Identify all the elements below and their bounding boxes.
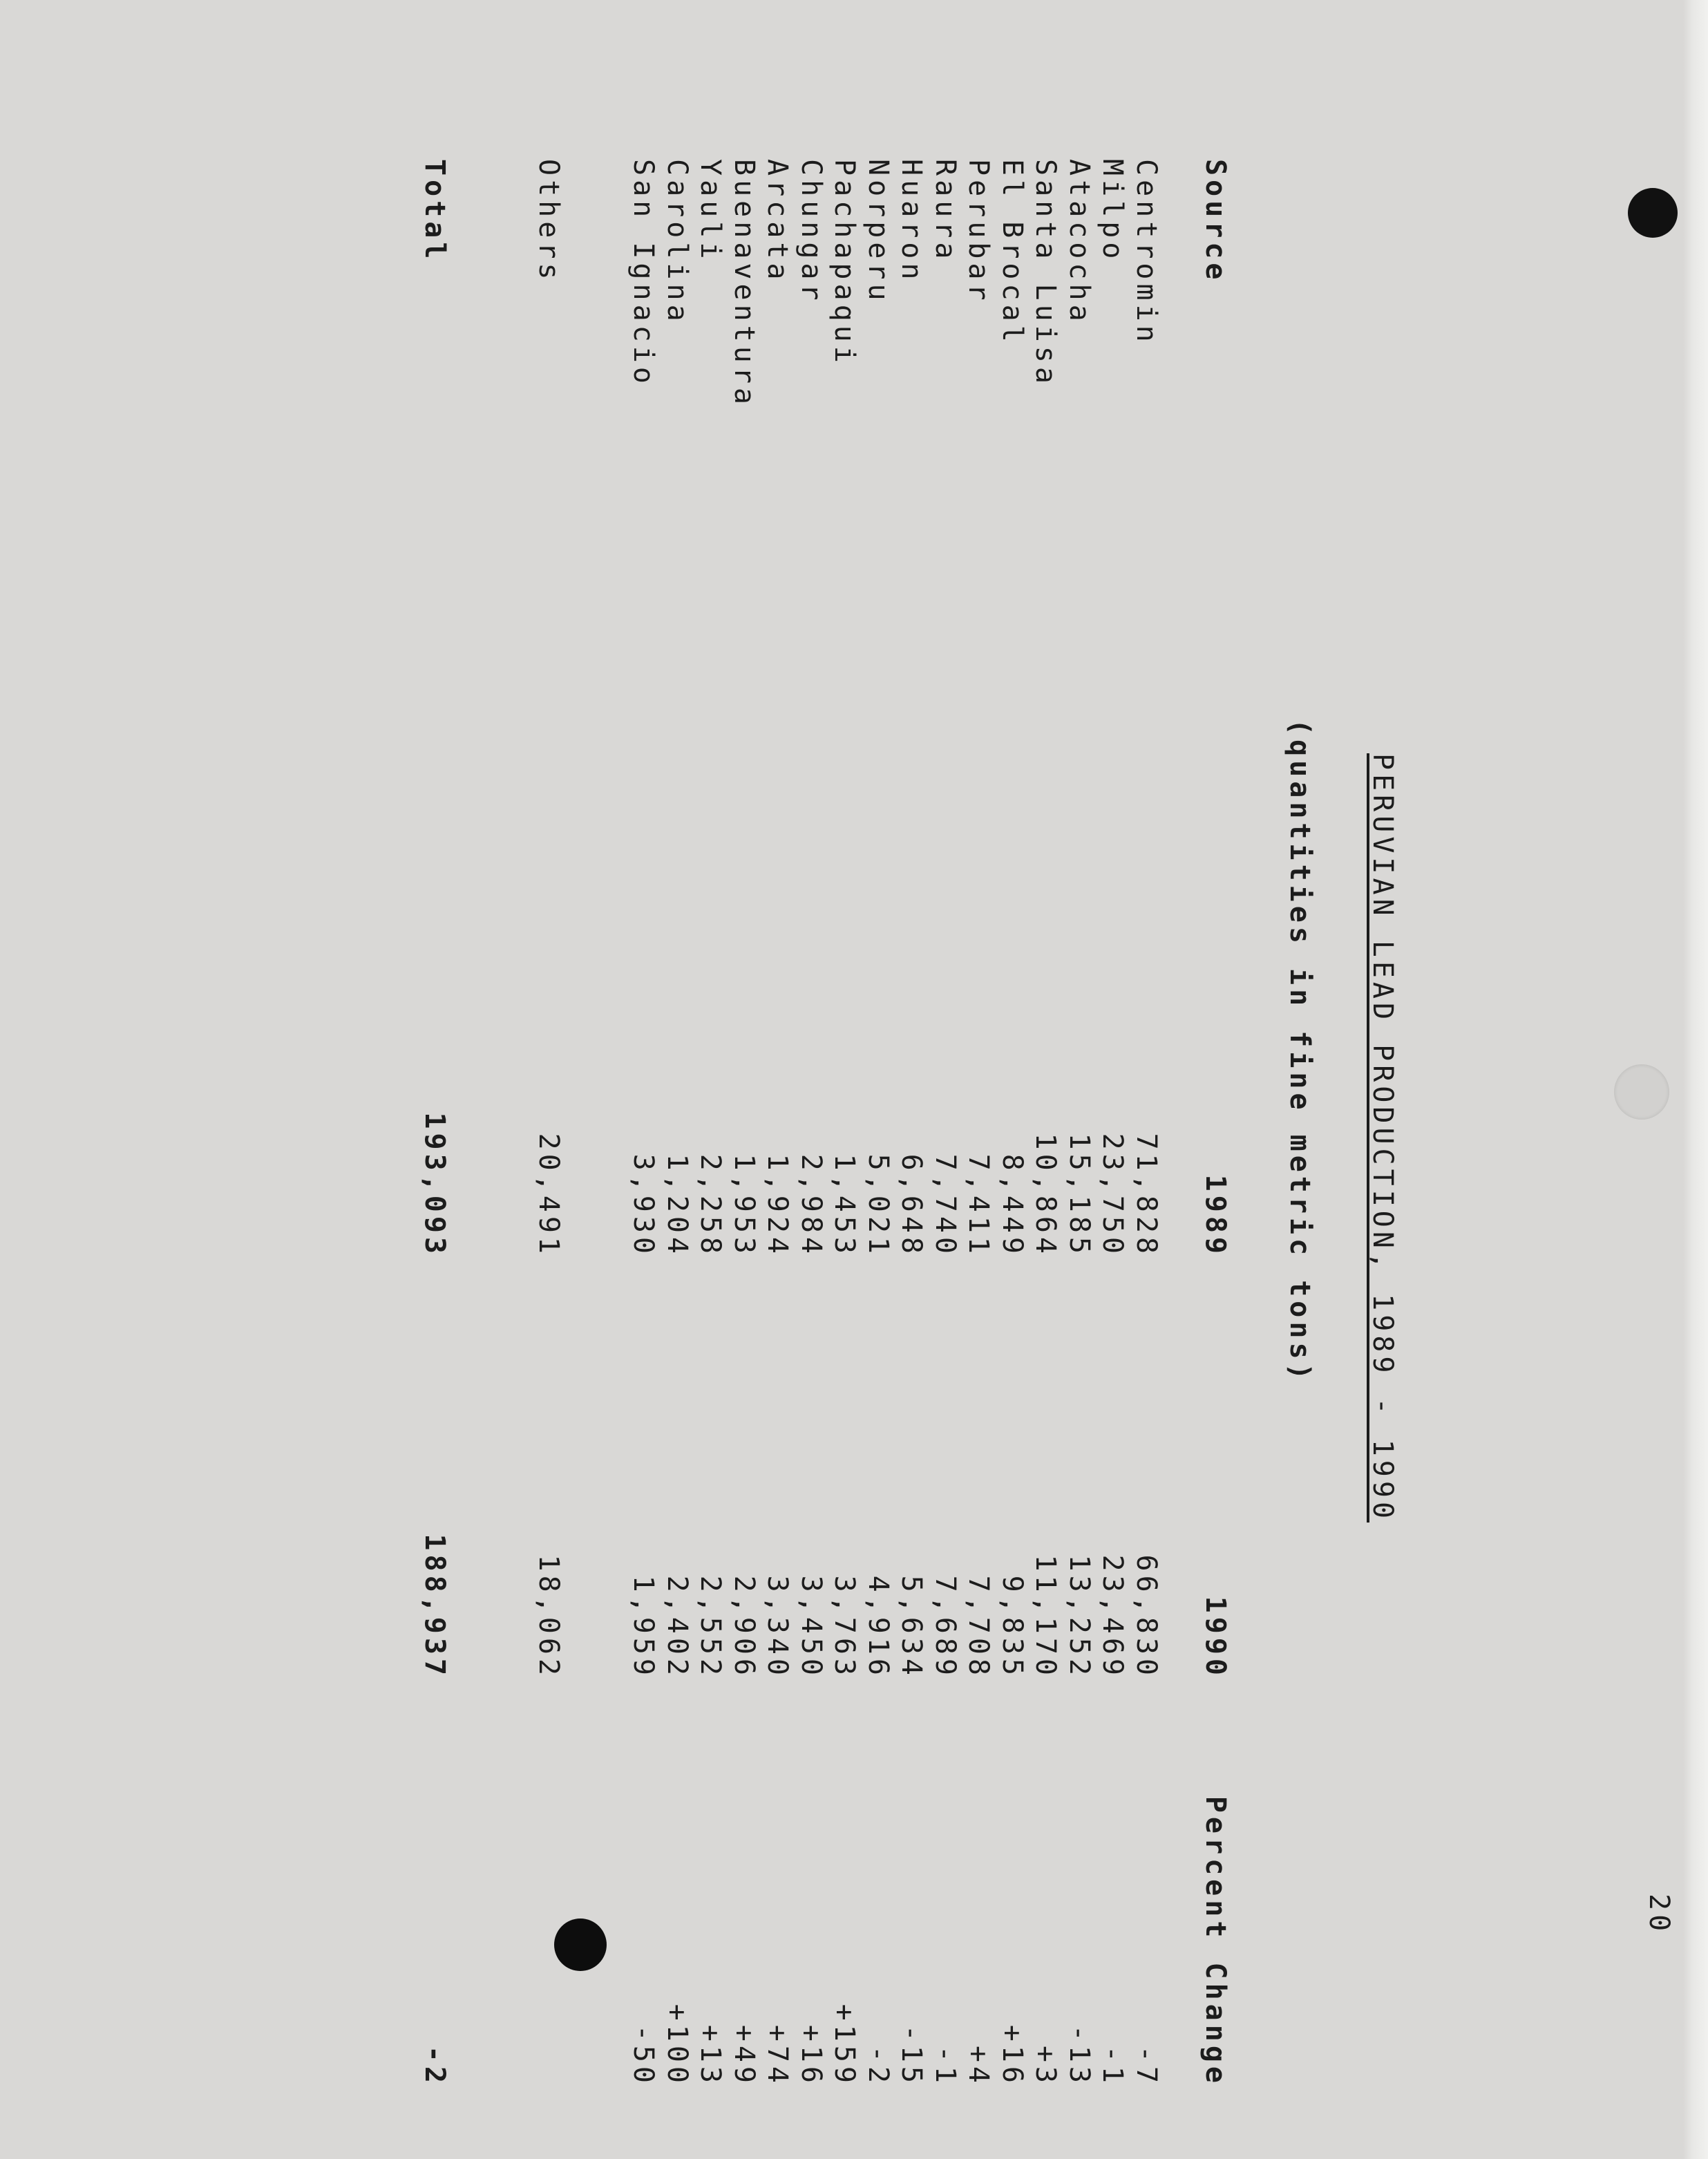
cell-1989: 8,449	[996, 1153, 1028, 1258]
cell-1989: 2,984	[795, 1153, 827, 1258]
cell-1990: 7,689	[929, 1575, 961, 1679]
total-percent-change: -2	[419, 2045, 450, 2087]
cell-1989: 10,864	[1029, 1133, 1062, 1258]
cell-1990: 3,450	[795, 1575, 827, 1679]
cell-1989: 15,185	[1063, 1133, 1095, 1258]
cell-percent-change: +49	[728, 2024, 760, 2087]
total-1990: 188,937	[419, 1534, 450, 1679]
cell-percent-change: -13	[1063, 2024, 1095, 2087]
header-1989: 1989	[1199, 1174, 1231, 1258]
cell-1990: 3,340	[761, 1575, 794, 1679]
cell-source: Chungar	[795, 159, 827, 305]
table-title: PERUVIAN LEAD PRODUCTION, 1989 - 1990	[1367, 753, 1398, 1523]
cell-percent-change: -7	[1130, 2045, 1162, 2087]
header-1990: 1990	[1199, 1596, 1231, 1679]
cell-1989: 5,021	[862, 1153, 894, 1258]
cell-1989: 1,924	[761, 1153, 794, 1258]
cell-1989: 71,828	[1130, 1133, 1162, 1258]
cell-1990: 2,906	[728, 1575, 760, 1679]
cell-percent-change: -2	[862, 2045, 894, 2087]
cell-percent-change: +13	[694, 2024, 727, 2087]
cell-source: Raura	[929, 159, 961, 263]
cell-1990: 23,469	[1097, 1554, 1129, 1679]
cell-source: Yauli	[694, 159, 727, 263]
cell-1989: 1,204	[661, 1153, 693, 1258]
cell-1990: 13,252	[1063, 1554, 1095, 1679]
cell-percent-change: +3	[1029, 2045, 1062, 2087]
cell-source: Perubar	[962, 159, 995, 305]
cell-source: Santa Luisa	[1029, 159, 1062, 388]
cell-1989: 7,740	[929, 1153, 961, 1258]
cell-1989: 1,453	[828, 1153, 861, 1258]
cell-1989: 2,258	[694, 1153, 727, 1258]
cell-1989: 23,750	[1097, 1133, 1129, 1258]
others-cell-source: Others	[533, 159, 564, 284]
cell-1990: 9,835	[996, 1575, 1028, 1679]
cell-source: Milpo	[1097, 159, 1129, 263]
cell-1989: 6,648	[895, 1153, 928, 1258]
header-percent-change: Percent Change	[1199, 1795, 1231, 2087]
cell-1990: 2,402	[661, 1575, 693, 1679]
page-number: 20	[1643, 1894, 1675, 1936]
header-source: Source	[1199, 159, 1231, 284]
cell-percent-change: +16	[996, 2024, 1028, 2087]
cell-1990: 2,552	[694, 1575, 727, 1679]
cell-percent-change: +4	[962, 2045, 995, 2087]
cell-source: Pachapaqui	[828, 159, 861, 367]
others-cell-1990: 18,062	[533, 1554, 564, 1679]
cell-source: Buenaventura	[728, 159, 760, 408]
cell-source: Centromin	[1130, 159, 1162, 346]
cell-1989: 7,411	[962, 1153, 995, 1258]
cell-1989: 3,930	[627, 1153, 660, 1258]
cell-percent-change: -15	[895, 2024, 928, 2087]
cell-source: Huaron	[895, 159, 928, 284]
cell-1990: 7,708	[962, 1575, 995, 1679]
table-subtitle: (quantities in fine metric tons)	[1284, 719, 1316, 1384]
total-label: Total	[419, 159, 450, 263]
cell-1990: 4,916	[862, 1575, 894, 1679]
cell-percent-change: +16	[795, 2024, 827, 2087]
others-cell-1989: 20,491	[533, 1133, 564, 1258]
cell-source: Carolina	[661, 159, 693, 326]
cell-source: San Ignacio	[627, 159, 660, 388]
cell-percent-change: +159	[828, 2004, 861, 2087]
cell-source: Atacocha	[1063, 159, 1095, 326]
cell-1990: 1,959	[627, 1575, 660, 1679]
cell-1990: 3,763	[828, 1575, 861, 1679]
cell-source: Norperu	[862, 159, 894, 305]
total-1989: 193,093	[419, 1112, 450, 1258]
cell-source: El Brocal	[996, 159, 1028, 346]
cell-1990: 66,830	[1130, 1554, 1162, 1679]
cell-1990: 5,634	[895, 1575, 928, 1679]
cell-percent-change: +100	[661, 2004, 693, 2087]
cell-percent-change: +74	[761, 2024, 794, 2087]
cell-percent-change: -50	[627, 2024, 660, 2087]
cell-1989: 1,953	[728, 1153, 760, 1258]
cell-percent-change: -1	[929, 2045, 961, 2087]
cell-percent-change: -1	[1097, 2045, 1129, 2087]
cell-source: Arcata	[761, 159, 794, 284]
cell-1990: 11,170	[1029, 1554, 1062, 1679]
